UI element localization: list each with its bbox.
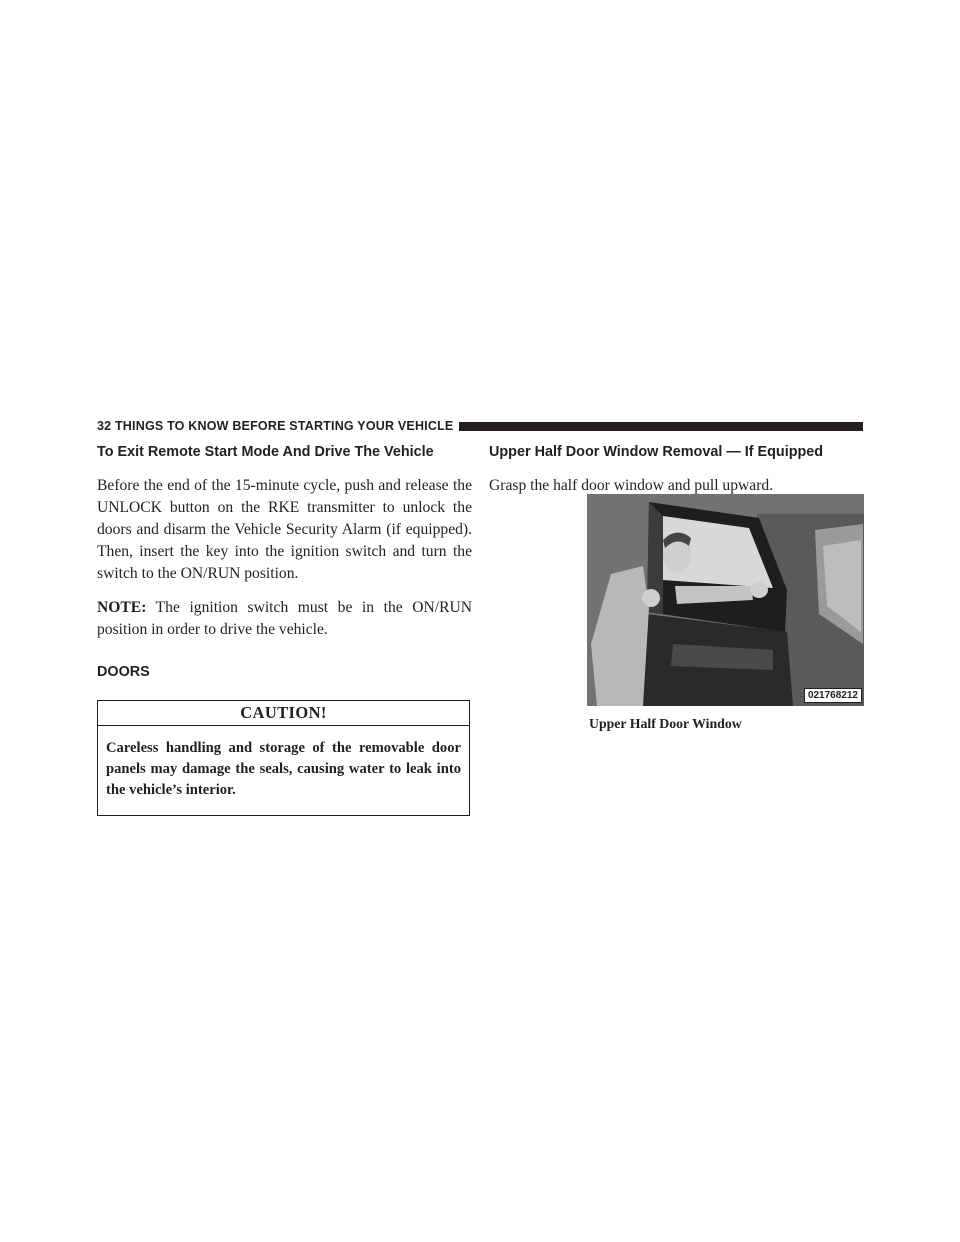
window-removal-heading: Upper Half Door Window Removal — If Equipped [489,444,824,460]
note-label: NOTE: [97,599,147,616]
header-rule [459,422,863,431]
figure-id-label: 021768212 [804,688,862,703]
left-column [97,443,472,816]
exit-remote-start-paragraph: Before the end of the 15-minute cycle, push and release the UNLOCK button on the RKE transmitter to unlock the doors and disarm the Vehicle Security Alarm (if equipped). Then, insert the key into the ignition switch and turn the switch to the ON/RUN position. [97,477,472,582]
illustration-graphic [587,494,864,706]
doors-heading: DOORS [97,664,150,680]
figure-caption: Upper Half Door Window [589,716,742,731]
caution-text: Careless handling and storage of the removable door panels may damage the seals, causing water to leak into the vehicle’s interior. [106,740,461,798]
caution-box [97,700,470,816]
caution-title: CAUTION! [98,701,469,726]
note-text: The ignition switch must be in the ON/RUN position in order to drive the vehicle. [97,599,472,638]
note-paragraph [97,597,472,641]
window-removal-paragraph: Grasp the half door window and pull upward. [489,477,774,494]
exit-remote-start-heading: To Exit Remote Start Mode And Drive The Vehicle [97,444,434,460]
window-removal-illustration [587,494,864,706]
right-column [489,443,865,497]
page-number-and-chapter: 32 THINGS TO KNOW BEFORE STARTING YOUR VEHICLE [97,419,454,433]
page-header [97,418,863,434]
